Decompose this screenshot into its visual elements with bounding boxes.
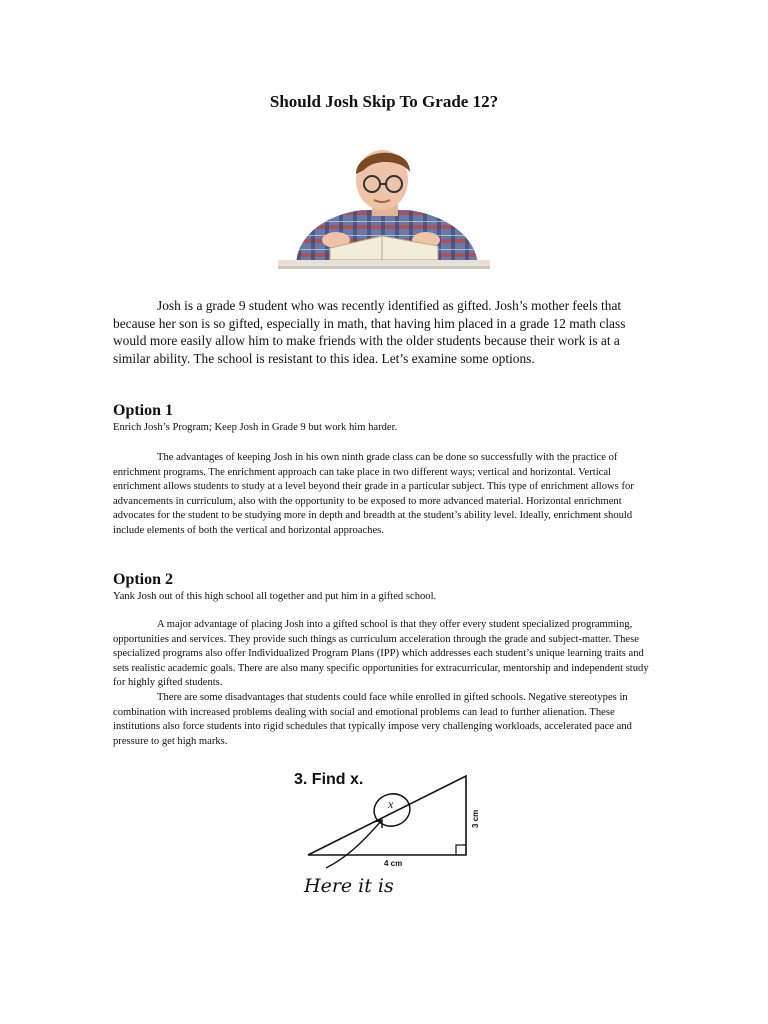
option-1-subtitle: Enrich Josh’s Program; Keep Josh in Grade 9 but work him harder.: [113, 422, 398, 433]
intro-paragraph: Josh is a grade 9 student who was recently identified as gifted. Josh’s mother feels that because her son is so gifted, especially in math, that having him placed in a grade 12 math class would more easily allow him to make friends with the older students because their work is at a similar ability. The school is resistant to this idea. Let’s examine some options.: [113, 298, 626, 366]
diagram-side-vertical: 3 cm: [471, 809, 480, 828]
diagram-x-label: x: [388, 797, 394, 811]
option-1-heading: Option 1: [113, 402, 174, 419]
option-2-body: [113, 618, 658, 749]
student-reading-photo: [278, 136, 490, 272]
diagram-side-horizontal: 4 cm: [384, 859, 403, 868]
option-2-heading: Option 2: [113, 571, 174, 588]
option-2-subtitle: Yank Josh out of this high school all together and put him in a gifted school.: [113, 591, 437, 602]
option-2-disadvantages-paragraph: There are some disadvantages that students could face while enrolled in gifted schools. Negative stereotypes in combination with increased problems dealing with social and emotional problems can lead to further alienation. These institutions also force students into rigid schedules that typically impose very challenging workloads, accelerated pace and pressure to get high marks.: [113, 691, 632, 747]
option-2-advantages-paragraph: A major advantage of placing Josh into a gifted school is that they offer every student specialized programming, opportunities and services. They provide such things as curriculum acceleration through the grade and subject-matter. These specialized programs also offer Individualized Program Plans (IPP) which addresses each student’s unique learning traits and sets realistic academic goals. There are also many specific opportunities for extracurricular, mentorship and independent study for highly gifted students.: [113, 619, 649, 689]
find-x-diagram: [290, 764, 500, 900]
diagram-handwriting: Here it is: [304, 875, 394, 897]
diagram-question: 3. Find x.: [294, 771, 364, 788]
option-1-body: The advantages of keeping Josh in his own ninth grade class can be done so successfully with the practice of enrichment programs. The enrichment approach can take place in two different ways; vertical and horizontal. Vertical enrichment allows students to study at a level beyond their grade in a particular subject. This type of enrichment allows for advancements in curriculum, also with the opportunity to be exposed to more advanced material. Horizontal enrichment advocates for the student to be studying more in depth and breadth at the student’s ability level. Ideally, enrichment should include elements of both the vertical and horizontal approaches.: [113, 452, 634, 536]
document-title: Should Josh Skip To Grade 12?: [269, 92, 499, 111]
